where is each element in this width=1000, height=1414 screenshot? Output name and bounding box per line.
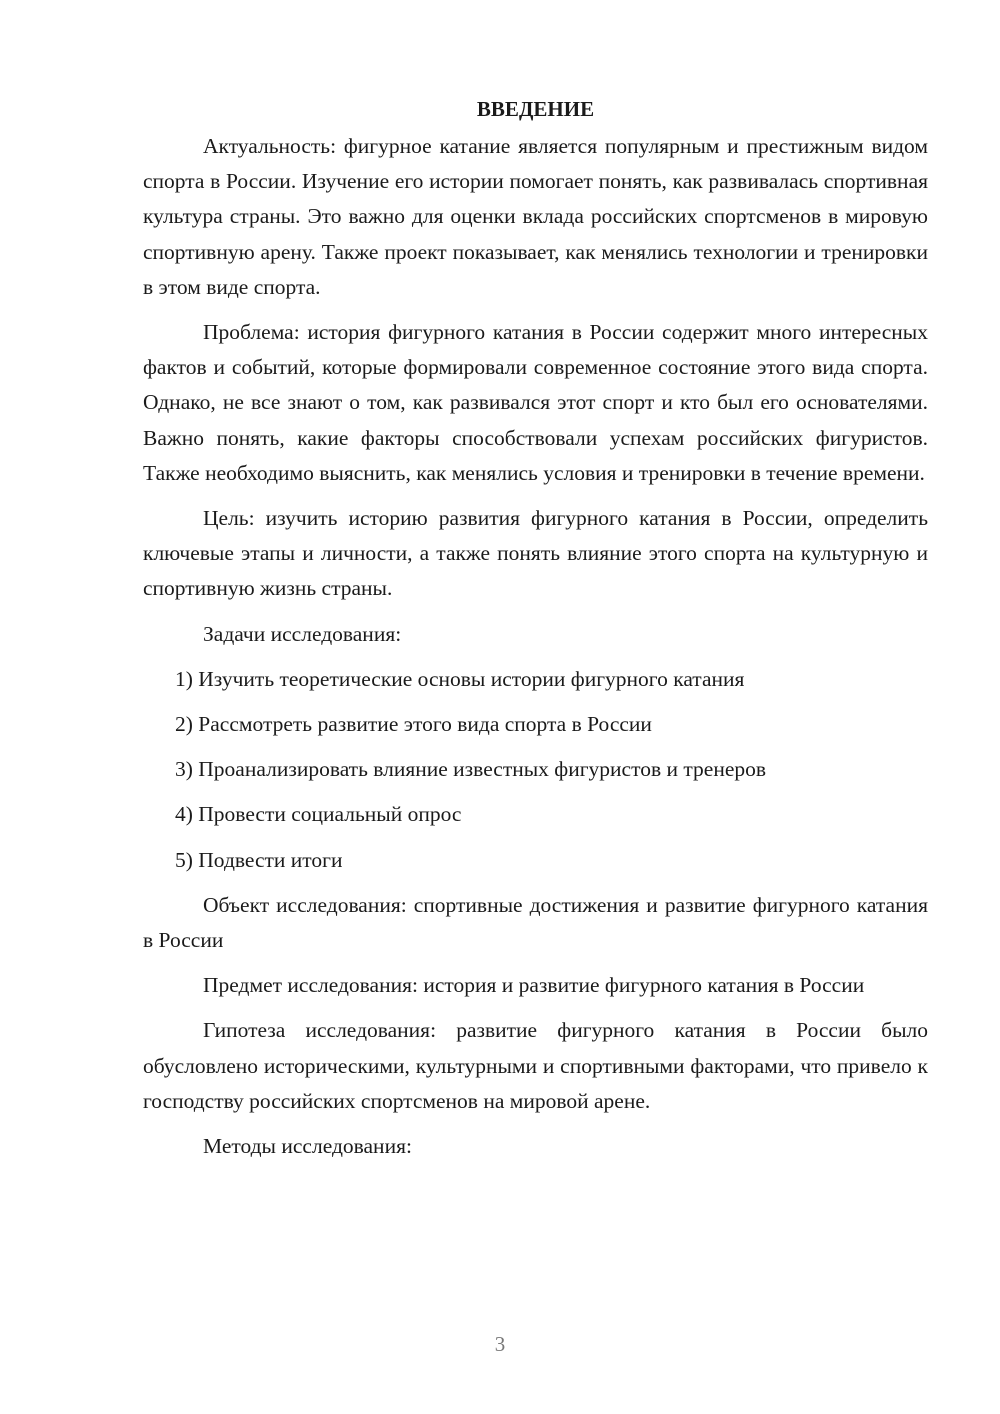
task-item: 5) Подвести итоги (175, 847, 343, 872)
object-paragraph: Объект исследования: спортивные достижения и развитие фигурного катания в России (143, 892, 928, 953)
subject-paragraph: Предмет исследования: история и развитие фигурного катания в России (203, 973, 865, 998)
relevance-paragraph: Актуальность: фигурное катание является популярным и престижным видом спорта в России. Изучение его истории помогает понять, как развивалась спортивная культура страны. Это важно для оценки вклада российских спортсменов в мировую спортивную арену. Также проект показывает, как менялись технологии и тренировки в этом виде спорта. (143, 134, 928, 299)
task-item: 1) Изучить теоретические основы истории фигурного катания (175, 666, 745, 691)
tasks-heading: Задачи исследования: (203, 621, 402, 646)
page-title: ВВЕДЕНИЕ (476, 97, 595, 121)
hypothesis-paragraph: Гипотеза исследования: развитие фигурного катания в России было обусловлено историческими, культурными и спортивными факторами, что привело к господству российских спортсменов на мировой арене. (143, 1018, 928, 1113)
task-item: 2) Рассмотреть развитие этого вида спорта в России (175, 712, 652, 737)
task-item: 3) Проанализировать влияние известных фигуристов и тренеров (175, 757, 767, 782)
page-number: 3 (494, 1332, 506, 1356)
methods-heading: Методы исследования: (203, 1134, 412, 1159)
problem-paragraph: Проблема: история фигурного катания в России содержит много интересных фактов и событий, которые формировали современное состояние этого вида спорта. Однако, не все знают о том, как развивался этот спорт и кто был его основателями. Важно понять, какие факторы способствовали успехам российских фигуристов. Также необходимо выяснить, как менялись условия и тренировки в течение времени. (143, 320, 928, 485)
task-item: 4) Провести социальный опрос (175, 802, 462, 827)
document-page (143, 92, 928, 1174)
goal-paragraph: Цель: изучить историю развития фигурного катания в России, определить ключевые этапы и личности, а также понять влияние этого спорта на культурную и спортивную жизнь страны. (143, 506, 928, 601)
tasks-list (143, 662, 928, 878)
